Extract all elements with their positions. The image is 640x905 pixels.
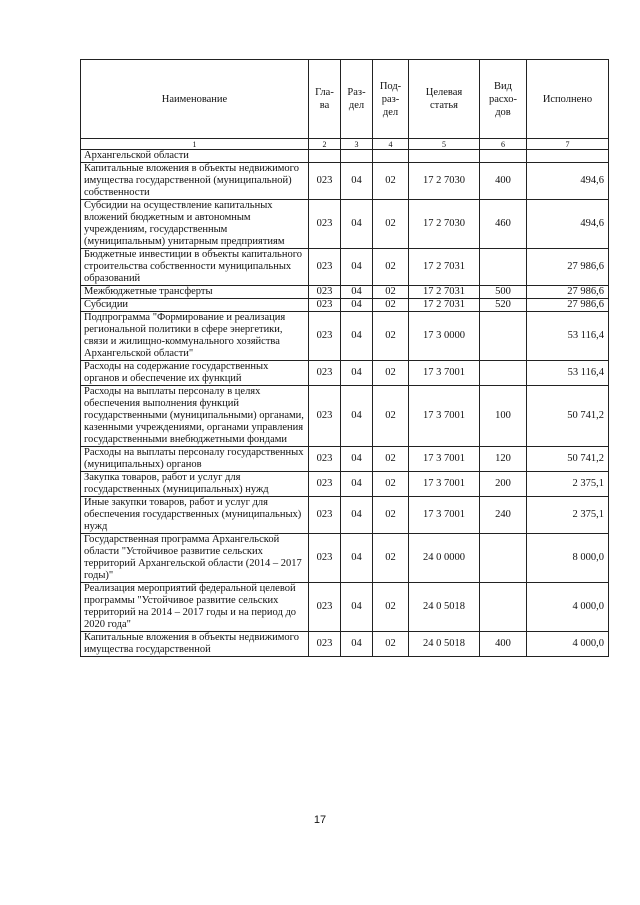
table-row bbox=[81, 286, 609, 299]
row-glava-cell: 023 bbox=[309, 472, 341, 497]
row-statya-cell: 17 2 7031 bbox=[409, 249, 480, 286]
row-name-cell: Иные закупки товаров, работ и услуг для обеспечения государственных (муниципальных) нужд bbox=[81, 497, 309, 534]
row-name-cell: Субсидии на осуществление капитальных вложений бюджетным и автономным учреждениям, государственным (муниципальным) унитарным предприятиям bbox=[81, 200, 309, 249]
table-row bbox=[81, 163, 609, 200]
row-glava-cell: 023 bbox=[309, 361, 341, 386]
row-ispolneno-cell: 50 741,2 bbox=[527, 386, 609, 447]
row-name-cell: Субсидии bbox=[81, 299, 309, 312]
row-statya-cell: 17 3 7001 bbox=[409, 361, 480, 386]
row-ispolneno-cell: 4 000,0 bbox=[527, 583, 609, 632]
row-vid-cell bbox=[480, 150, 527, 163]
header-name: Наименование bbox=[81, 60, 309, 139]
row-ispolneno-cell: 494,6 bbox=[527, 200, 609, 249]
page-number: 17 bbox=[313, 814, 327, 826]
row-glava-cell: 023 bbox=[309, 312, 341, 361]
column-number: 3 bbox=[341, 139, 373, 150]
table-row bbox=[81, 386, 609, 447]
row-razdel-cell: 04 bbox=[341, 386, 373, 447]
row-statya-cell: 24 0 5018 bbox=[409, 583, 480, 632]
row-glava-cell: 023 bbox=[309, 447, 341, 472]
header-vid bbox=[480, 60, 527, 139]
row-statya-cell: 24 0 5018 bbox=[409, 632, 480, 657]
row-razdel-cell: 04 bbox=[341, 497, 373, 534]
row-razdel-cell: 04 bbox=[341, 312, 373, 361]
row-glava-cell bbox=[309, 150, 341, 163]
row-glava-cell: 023 bbox=[309, 299, 341, 312]
row-razdel-cell: 04 bbox=[341, 286, 373, 299]
row-name-cell: Государственная программа Архангельской области "Устойчивое развитие сельских территорий Архангельской области (2014 – 2017 годы)" bbox=[81, 534, 309, 583]
row-razdel-cell: 04 bbox=[341, 299, 373, 312]
row-ispolneno-cell: 2 375,1 bbox=[527, 472, 609, 497]
table-row bbox=[81, 299, 609, 312]
row-podrazdel-cell: 02 bbox=[373, 361, 409, 386]
table-row bbox=[81, 150, 609, 163]
row-glava-cell: 023 bbox=[309, 583, 341, 632]
row-razdel-cell: 04 bbox=[341, 534, 373, 583]
row-statya-cell: 17 2 7031 bbox=[409, 286, 480, 299]
row-ispolneno-cell: 27 986,6 bbox=[527, 286, 609, 299]
row-glava-cell: 023 bbox=[309, 497, 341, 534]
column-number-row bbox=[81, 139, 609, 150]
row-statya-cell: 17 3 7001 bbox=[409, 386, 480, 447]
table-row bbox=[81, 447, 609, 472]
row-statya-cell: 24 0 0000 bbox=[409, 534, 480, 583]
row-vid-cell bbox=[480, 361, 527, 386]
row-vid-cell bbox=[480, 583, 527, 632]
row-statya-cell: 17 3 0000 bbox=[409, 312, 480, 361]
budget-table bbox=[80, 59, 609, 657]
row-razdel-cell: 04 bbox=[341, 249, 373, 286]
row-name-cell: Бюджетные инвестиции в объекты капитального строительства собственности муниципальных образований bbox=[81, 249, 309, 286]
row-vid-cell: 100 bbox=[480, 386, 527, 447]
row-vid-cell: 500 bbox=[480, 286, 527, 299]
row-name-cell: Капитальные вложения в объекты недвижимого имущества государственной (муниципальной) собственности bbox=[81, 163, 309, 200]
table-row bbox=[81, 249, 609, 286]
row-statya-cell: 17 2 7030 bbox=[409, 163, 480, 200]
row-ispolneno-cell: 27 986,6 bbox=[527, 299, 609, 312]
row-name-cell: Реализация мероприятий федеральной целевой программы "Устойчивое развитие сельских территорий на 2014 – 2017 годы и на период до 2020 года" bbox=[81, 583, 309, 632]
row-podrazdel-cell: 02 bbox=[373, 312, 409, 361]
row-podrazdel-cell: 02 bbox=[373, 497, 409, 534]
header-row bbox=[81, 60, 609, 139]
header-ispolneno: Исполнено bbox=[527, 60, 609, 139]
header-statya bbox=[409, 60, 480, 139]
column-number: 4 bbox=[373, 139, 409, 150]
row-podrazdel-cell: 02 bbox=[373, 286, 409, 299]
row-vid-cell: 520 bbox=[480, 299, 527, 312]
row-podrazdel-cell: 02 bbox=[373, 472, 409, 497]
row-podrazdel-cell: 02 bbox=[373, 299, 409, 312]
table-row bbox=[81, 583, 609, 632]
row-ispolneno-cell: 53 116,4 bbox=[527, 361, 609, 386]
row-name-cell: Расходы на содержание государственных органов и обеспечение их функций bbox=[81, 361, 309, 386]
row-ispolneno-cell: 4 000,0 bbox=[527, 632, 609, 657]
row-statya-cell: 17 2 7030 bbox=[409, 200, 480, 249]
row-podrazdel-cell: 02 bbox=[373, 386, 409, 447]
row-ispolneno-cell: 27 986,6 bbox=[527, 249, 609, 286]
row-razdel-cell: 04 bbox=[341, 200, 373, 249]
table-row bbox=[81, 632, 609, 657]
header-podrazdel bbox=[373, 60, 409, 139]
row-name-cell: Расходы на выплаты персоналу государственных (муниципальных) органов bbox=[81, 447, 309, 472]
row-podrazdel-cell: 02 bbox=[373, 583, 409, 632]
row-podrazdel-cell bbox=[373, 150, 409, 163]
row-name-cell: Межбюджетные трансферты bbox=[81, 286, 309, 299]
row-podrazdel-cell: 02 bbox=[373, 632, 409, 657]
header-glava bbox=[309, 60, 341, 139]
row-glava-cell: 023 bbox=[309, 249, 341, 286]
column-number: 1 bbox=[81, 139, 309, 150]
row-statya-cell: 17 3 7001 bbox=[409, 447, 480, 472]
row-ispolneno-cell: 8 000,0 bbox=[527, 534, 609, 583]
row-ispolneno-cell: 2 375,1 bbox=[527, 497, 609, 534]
row-podrazdel-cell: 02 bbox=[373, 447, 409, 472]
row-statya-cell: 17 2 7031 bbox=[409, 299, 480, 312]
row-vid-cell bbox=[480, 249, 527, 286]
row-vid-cell: 240 bbox=[480, 497, 527, 534]
row-razdel-cell: 04 bbox=[341, 583, 373, 632]
column-number: 6 bbox=[480, 139, 527, 150]
table-row bbox=[81, 361, 609, 386]
row-glava-cell: 023 bbox=[309, 163, 341, 200]
row-name-cell: Расходы на выплаты персоналу в целях обеспечения выполнения функций государственными (муниципальными) органами, казенными учреждениями, органами управления государственными внебюджетными фондами bbox=[81, 386, 309, 447]
row-statya-cell bbox=[409, 150, 480, 163]
row-ispolneno-cell: 494,6 bbox=[527, 163, 609, 200]
header-vid-label: Вид расхо- дов bbox=[488, 80, 518, 118]
row-podrazdel-cell: 02 bbox=[373, 534, 409, 583]
table-row bbox=[81, 200, 609, 249]
row-ispolneno-cell bbox=[527, 150, 609, 163]
row-razdel-cell: 04 bbox=[341, 163, 373, 200]
row-vid-cell bbox=[480, 312, 527, 361]
row-razdel-cell bbox=[341, 150, 373, 163]
row-name-cell: Подпрограмма "Формирование и реализация региональной политики в сфере энергетики, связи и жилищно-коммунального хозяйства Архангельской области" bbox=[81, 312, 309, 361]
header-podrazdel-label: Под- раз- дел bbox=[379, 80, 402, 118]
row-razdel-cell: 04 bbox=[341, 472, 373, 497]
column-number: 2 bbox=[309, 139, 341, 150]
table-row bbox=[81, 312, 609, 361]
row-statya-cell: 17 3 7001 bbox=[409, 472, 480, 497]
row-vid-cell: 460 bbox=[480, 200, 527, 249]
row-vid-cell: 400 bbox=[480, 632, 527, 657]
row-glava-cell: 023 bbox=[309, 386, 341, 447]
row-name-cell: Закупка товаров, работ и услуг для государственных (муниципальных) нужд bbox=[81, 472, 309, 497]
row-vid-cell bbox=[480, 534, 527, 583]
row-razdel-cell: 04 bbox=[341, 447, 373, 472]
row-name-cell: Капитальные вложения в объекты недвижимого имущества государственной bbox=[81, 632, 309, 657]
row-glava-cell: 023 bbox=[309, 200, 341, 249]
row-name-cell: Архангельской области bbox=[81, 150, 309, 163]
row-glava-cell: 023 bbox=[309, 534, 341, 583]
row-razdel-cell: 04 bbox=[341, 632, 373, 657]
row-glava-cell: 023 bbox=[309, 632, 341, 657]
column-number: 5 bbox=[409, 139, 480, 150]
row-vid-cell: 400 bbox=[480, 163, 527, 200]
row-ispolneno-cell: 50 741,2 bbox=[527, 447, 609, 472]
row-podrazdel-cell: 02 bbox=[373, 249, 409, 286]
table-row bbox=[81, 472, 609, 497]
table-row bbox=[81, 497, 609, 534]
header-glava-label: Гла- ва bbox=[315, 87, 334, 111]
header-statya-label: Целевая статья bbox=[425, 87, 463, 111]
row-glava-cell: 023 bbox=[309, 286, 341, 299]
header-razdel-label: Раз- дел bbox=[347, 87, 366, 111]
row-razdel-cell: 04 bbox=[341, 361, 373, 386]
header-razdel bbox=[341, 60, 373, 139]
row-podrazdel-cell: 02 bbox=[373, 200, 409, 249]
row-podrazdel-cell: 02 bbox=[373, 163, 409, 200]
row-ispolneno-cell: 53 116,4 bbox=[527, 312, 609, 361]
row-vid-cell: 200 bbox=[480, 472, 527, 497]
row-vid-cell: 120 bbox=[480, 447, 527, 472]
row-statya-cell: 17 3 7001 bbox=[409, 497, 480, 534]
table-row bbox=[81, 534, 609, 583]
column-number: 7 bbox=[527, 139, 609, 150]
